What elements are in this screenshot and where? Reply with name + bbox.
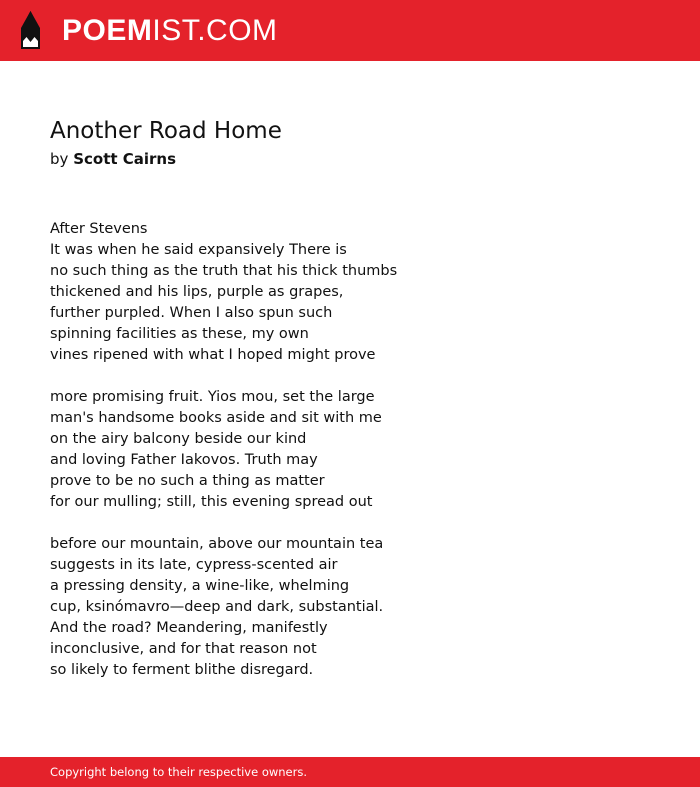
poem-line: It was when he said expansively There is [50, 242, 347, 258]
poem-line: man's handsome books aside and sit with me [50, 410, 382, 426]
site-header [0, 0, 700, 61]
site-footer [0, 757, 700, 787]
poem-line: further purpled. When I also spun such [50, 305, 333, 321]
poem-line: more promising fruit. Yios mou, set the large [50, 389, 375, 405]
poem-stanza [50, 219, 670, 366]
poem-stanza [50, 387, 670, 513]
poem-line: before our mountain, above our mountain tea [50, 536, 384, 552]
by-label: by [50, 150, 69, 168]
poem-line: After Stevens [50, 221, 148, 237]
copyright-notice: Copyright belong to their respective owners. [50, 765, 308, 779]
poem-line: prove to be no such a thing as matter [50, 473, 325, 489]
poem-line: And the road? Meandering, manifestly [50, 620, 328, 636]
stanza-break [50, 513, 670, 534]
site-logo[interactable] [62, 13, 278, 49]
logo-text-light: IST.COM [152, 14, 278, 47]
poem-author: Scott Cairns [73, 150, 177, 168]
pencil-tip-icon[interactable] [18, 10, 43, 50]
poem-stanza [50, 534, 670, 681]
poem-line: thickened and his lips, purple as grapes, [50, 284, 344, 300]
poem-line: on the airy balcony beside our kind [50, 431, 307, 447]
poem-line: for our mulling; still, this evening spread out [50, 494, 373, 510]
poem-line: suggests in its late, cypress-scented air [50, 557, 338, 573]
poem-line: so likely to ferment blithe disregard. [50, 662, 314, 678]
poem-title: Another Road Home [50, 118, 282, 144]
poem-line: cup, ksinómavro—deep and dark, substantial. [50, 599, 384, 615]
logo-text-bold: POEM [62, 14, 153, 47]
poem-line: and loving Father Iakovos. Truth may [50, 452, 318, 468]
poem-line: a pressing density, a wine-like, whelming [50, 578, 350, 594]
poem-body [50, 219, 670, 681]
poem-line: vines ripened with what I hoped might prove [50, 347, 376, 363]
poem-line: inconclusive, and for that reason not [50, 641, 317, 657]
poem-byline [50, 149, 176, 169]
poem-line: no such thing as the truth that his thick thumbs [50, 263, 398, 279]
stanza-break [50, 366, 670, 387]
poem-line: spinning facilities as these, my own [50, 326, 309, 342]
